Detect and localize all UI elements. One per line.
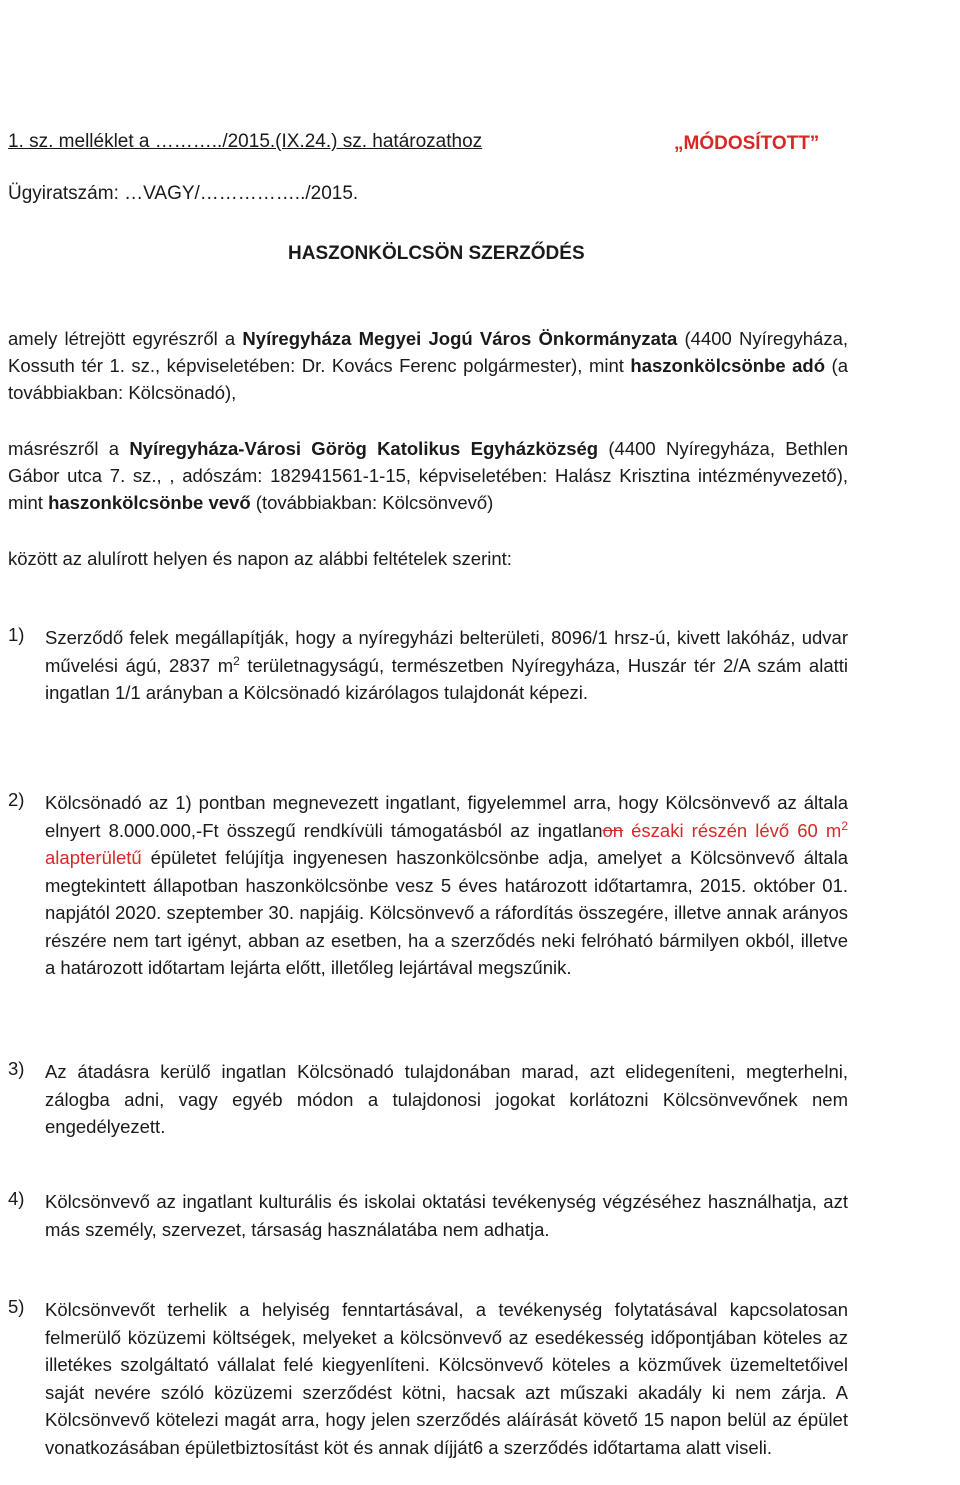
- clause-number: 1): [8, 624, 25, 645]
- clause-number: 3): [8, 1058, 25, 1079]
- superscript-2: 2: [233, 653, 240, 668]
- clause-text: Kölcsönvevőt terhelik a helyiség fenntartásával, a tevékenység folytatásával kapcsolatosan felmerülő közüzemi költségek, melyeket a kölcsönvevő az esedékesség időpontjában köteles az illetékes szolgáltató vállalat felé kiegyenlíteni. Kölcsönvevő köteles a közművek üzemeltetőivel saját nevére szóló közüzemi szerződést kötni, hacsak azt műszaki akadály ki nem zárja. A Kölcsönvevő kötelezi magát arra, hogy jelen szerződés aláírását követő 15 napon belül az épület vonatkozásában épületbiztosítást köt és annak díjját6 a szerződés időtartama alatt viseli.: [45, 1299, 848, 1458]
- lender-role: haszonkölcsönbe adó: [630, 355, 826, 376]
- clause-text-part: Szerződő felek megállapítják, hogy a nyíregyházi belterületi, 8096/1 hrsz-ú, kivett lakóház, udvar művelési ágú, 2837 m: [45, 627, 848, 676]
- borrower-name: Nyíregyháza-Városi Görög Katolikus Egyházközség: [129, 438, 599, 459]
- borrower-suffix: (továbbiakban: Kölcsönvevő): [250, 492, 494, 513]
- lender-paragraph: [8, 325, 848, 406]
- lender-details: (4400 Nyíregyháza, Kossuth tér 1. sz., képviseletében: Dr. Kovács Ferenc polgármester), mint: [8, 328, 849, 376]
- file-number: Ügyiratszám: …VAGY/……………../2015.: [8, 183, 359, 204]
- borrower-details: (4400 Nyíregyháza, Bethlen Gábor utca 7. sz., , adószám: 182941561-1-15, képviseletében: Halász Krisztina intézményvezető), mint: [8, 438, 848, 513]
- inserted-text: alapterületű: [45, 847, 142, 868]
- clause-number: 4): [8, 1188, 25, 1209]
- clause-text: [45, 789, 848, 982]
- borrower-role: haszonkölcsönbe vevő: [48, 492, 251, 513]
- clause-text: Kölcsönvevő az ingatlant kulturális és iskolai oktatási tevékenység végzéséhez használhatja, azt más személy, szervezet, társaság használatába nem adhatja.: [45, 1191, 848, 1240]
- clause-text: [45, 624, 848, 707]
- inserted-text: északi részén lévő 60 m: [623, 819, 842, 841]
- struck-text: on: [602, 819, 624, 841]
- modified-stamp: „MÓDOSÍTOTT”: [674, 133, 820, 154]
- clause-text-part: Kölcsönadó az 1) pontban megnevezett ingatlant, figyelemmel arra, hogy Kölcsönvevő az általa elnyert 8.000.000,-Ft összegű rendkívüli támogatásból az ingatlan: [45, 792, 848, 841]
- lender-name: Nyíregyháza Megyei Jogú Város Önkormányzata: [242, 328, 678, 349]
- document-title: HASZONKÖLCSÖN SZERZŐDÉS: [288, 243, 585, 264]
- clause-text-part: épületet felújítja ingyenesen haszonkölcsönbe adja, amelyet a Kölcsönvevő általa megtekintett állapotban haszonkölcsönbe vesz 5 éves határozott időtartamra, 2015. október 01. napjától 2020. szeptember 30. napjáig. Kölcsönvevő a ráfordítás összegére, illetve annak arányos részére nem tart igényt, abban az esetben, ha a szerződés neki felróható bármilyen okból, illetve a határozott időtartam lejárta előtt, illetőleg lejártával megszűnik.: [45, 847, 848, 978]
- lender-suffix: (a továbbiakban: Kölcsönadó),: [8, 355, 849, 403]
- clause-text: Az átadásra kerülő ingatlan Kölcsönadó tulajdonában marad, azt elidegeníteni, megterhelni, zálogba adni, vagy egyéb módon a tulajdonosi jogokat korlátozni Kölcsönvevőnek nem engedélyezett.: [45, 1061, 848, 1137]
- borrower-paragraph: [8, 435, 848, 516]
- clause-text-part: területnagyságú, természetben Nyíregyháza, Huszár tér 2/A szám alatti ingatlan 1/1 arányban a Kölcsönadó kizárólagos tulajdonát képezi.: [45, 654, 849, 703]
- borrower-intro: másrészről a: [8, 438, 130, 459]
- superscript-2: 2: [841, 818, 849, 833]
- closing-paragraph: között az alulírott helyen és napon az alábbi feltételek szerint:: [8, 548, 512, 569]
- clause-number: 5): [8, 1296, 25, 1317]
- annex-reference: 1. sz. melléklet a ………../2015.(IX.24.) sz. határozathoz: [8, 131, 483, 152]
- clause-number: 2): [8, 789, 25, 810]
- lender-intro: amely létrejött egyrészről a: [8, 328, 243, 349]
